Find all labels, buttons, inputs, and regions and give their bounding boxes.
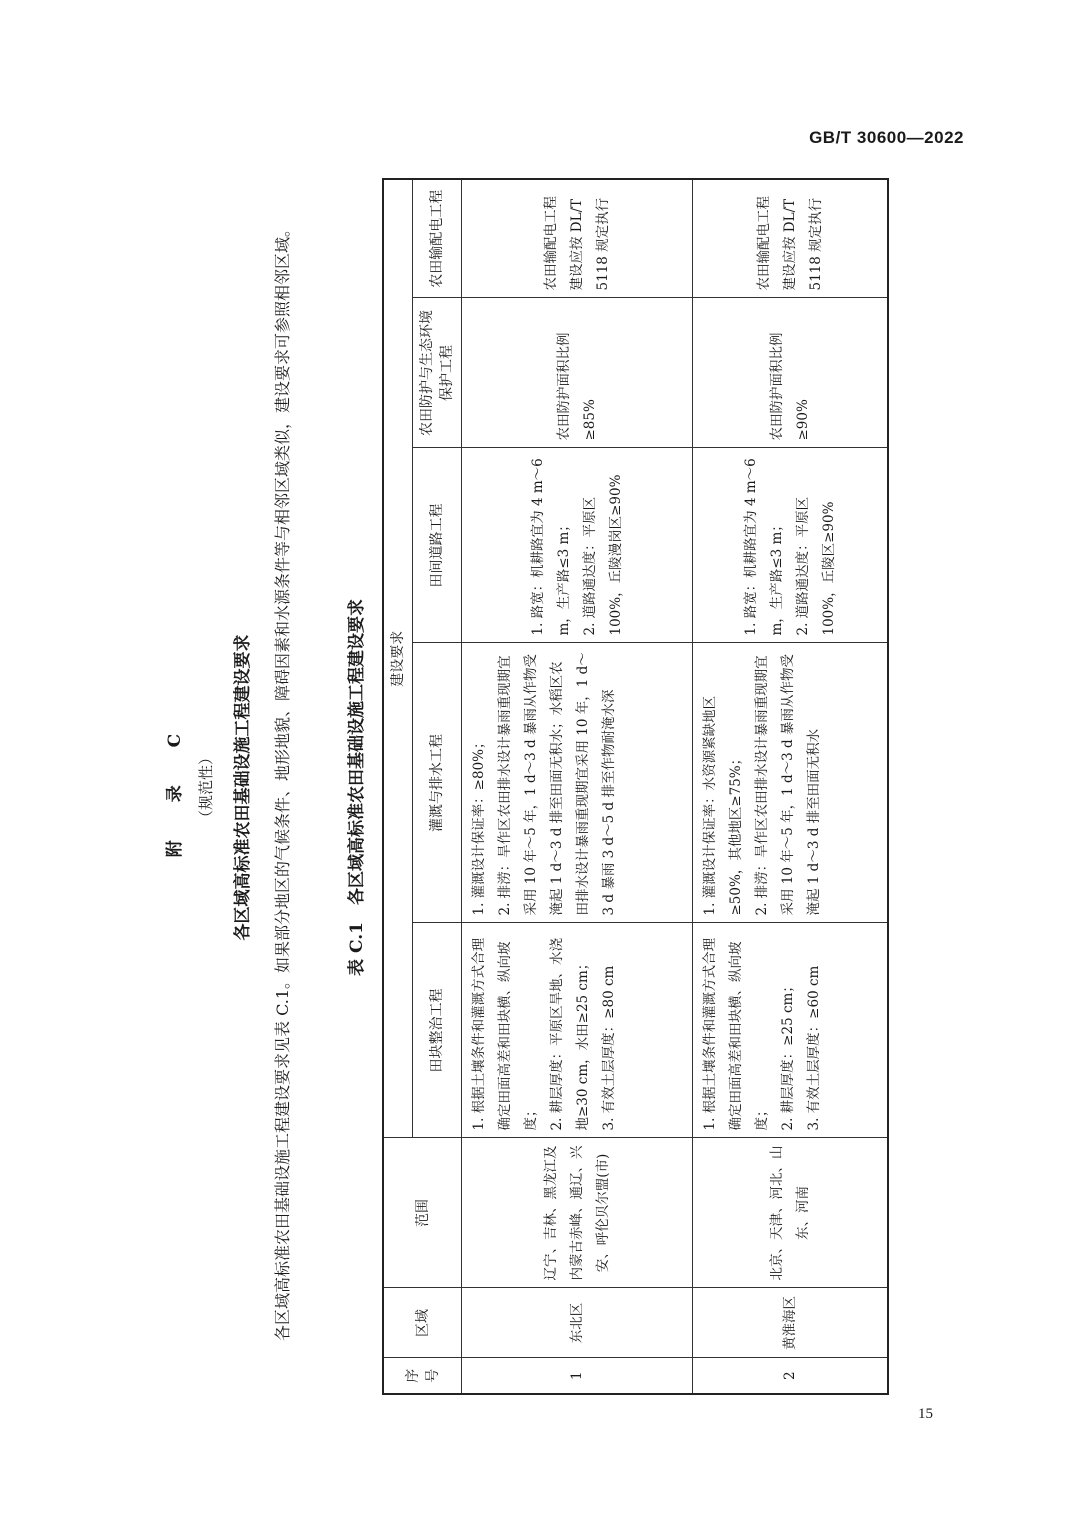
- appendix-heading: 各区域高标准农田基础设施工程建设要求: [233, 634, 253, 941]
- cell-no: 1: [462, 1358, 693, 1394]
- col-header-region: 区域: [383, 1288, 462, 1358]
- cell-eco: [462, 298, 693, 448]
- list-item: 1. 根据土壤条件和灌溉方式合理确定田面高差和田块横、纵向坡度；: [702, 937, 771, 1131]
- cell-scope: 北京、天津、河北、山东、河南: [693, 1138, 888, 1288]
- intro-paragraph: 各区域高标准农田基础设施工程建设要求见表 C.1。如果部分地区的气候条件、地形地貌、障碍因素和水源条件等与相邻区域类似，建设要求可参照相邻区域。: [273, 220, 292, 1341]
- col-header-land: 田块整治工程: [413, 923, 462, 1138]
- cell-land: [462, 923, 693, 1138]
- list-item: 1. 路宽：机耕路宜为 4 m～6 m，生产路≤3 m；: [743, 458, 786, 636]
- list-item: 2. 耕层厚度：≥25 cm；: [780, 979, 797, 1131]
- col-header-irrigation: 灌溉与排水工程: [413, 643, 462, 923]
- cell-eco: [693, 298, 888, 448]
- table-title: 表 C.1 各区域高标准农田基础设施工程建设要求: [347, 599, 367, 976]
- list-item: 2. 排涝：旱作区农田排水设计暴雨重现期宜采用 10 年～5 年，1 d～3 d 暴雨从作物受淹起 1 d～3 d 排至田面无积水: [754, 654, 823, 916]
- header-row-1: [383, 179, 413, 1394]
- cell-road: [693, 448, 888, 643]
- cell-irrigation: [693, 643, 888, 923]
- cell-region: 黄淮海区: [693, 1288, 888, 1358]
- list-item: 1. 根据土壤条件和灌溉方式合理确定田面高差和田块横、纵向坡度；: [471, 937, 539, 1131]
- list-item: 1. 灌溉设计保证率：≥80%；: [471, 735, 487, 916]
- list-item: 农田防护面积比例≥85%: [556, 332, 599, 441]
- requirements-table: [382, 178, 889, 1395]
- cell-region: 东北区: [462, 1288, 693, 1358]
- cell-power: [693, 179, 888, 298]
- appendix-title: 附 录 C: [165, 717, 185, 858]
- col-header-group: 建设要求: [383, 179, 413, 1138]
- cell-road: [462, 448, 693, 643]
- cell-land: [693, 923, 888, 1138]
- col-header-eco: 农田防护与生态环境保护工程: [413, 298, 462, 448]
- list-item: 3. 有效土层厚度：≥80 cm: [601, 965, 617, 1131]
- list-item: 农田防护面积比例≥90%: [769, 332, 812, 441]
- standard-number: GB/T 30600—2022: [809, 128, 964, 147]
- page-number: 15: [918, 1406, 933, 1422]
- list-item: 2. 排涝：旱作区农田排水设计暴雨重现期宜采用 10 年～5 年，1 d～3 d 暴雨从作物受淹起 1 d～3 d 排至田面无积水；水稻区农田排水设计暴雨重现期宜采用 10 年，1 d～3 d 暴雨 3 d～5 d 排至作物耐淹水深: [497, 652, 617, 916]
- list-item: 2. 耕层厚度：平原区旱地、水浇地≥30 cm，水田≥25 cm；: [549, 937, 591, 1131]
- list-item: 2. 道路通达度：平原区 100%，丘陵漫岗区≥90%: [582, 474, 625, 636]
- list-item: 3. 有效土层厚度：≥60 cm: [806, 965, 823, 1131]
- list-item: 1. 灌溉设计保证率：水资源紧缺地区≥50%，其他地区≥75%；: [702, 695, 745, 916]
- col-header-road: 田间道路工程: [413, 448, 462, 643]
- appendix-heading-block: [160, 180, 270, 1395]
- list-item: 农田输配电工程建设应按 DL/T 5118 规定执行: [543, 196, 612, 291]
- rotated-page-content: [270, 180, 1010, 1395]
- list-item: 2. 道路通达度：平原区 100%，丘陵区≥90%: [795, 496, 838, 636]
- list-item: 1. 路宽：机耕路宜为 4 m～6 m，生产路≤3 m；: [530, 458, 573, 636]
- cell-scope: 辽宁、吉林、黑龙江及内蒙古赤峰、通辽、兴安、呼伦贝尔盟(市): [462, 1138, 693, 1288]
- col-header-scope: 范围: [383, 1138, 462, 1288]
- appendix-normative: （规范性）: [197, 750, 215, 826]
- cell-no: 2: [693, 1358, 888, 1394]
- col-header-power: 农田输配电工程: [413, 179, 462, 298]
- table-row: [462, 179, 693, 1394]
- table-row: [693, 179, 888, 1394]
- cell-irrigation: [462, 643, 693, 923]
- cell-power: [462, 179, 693, 298]
- list-item: 农田输配电工程建设应按 DL/T 5118 规定执行: [756, 196, 825, 291]
- col-header-no: 序号: [383, 1358, 462, 1394]
